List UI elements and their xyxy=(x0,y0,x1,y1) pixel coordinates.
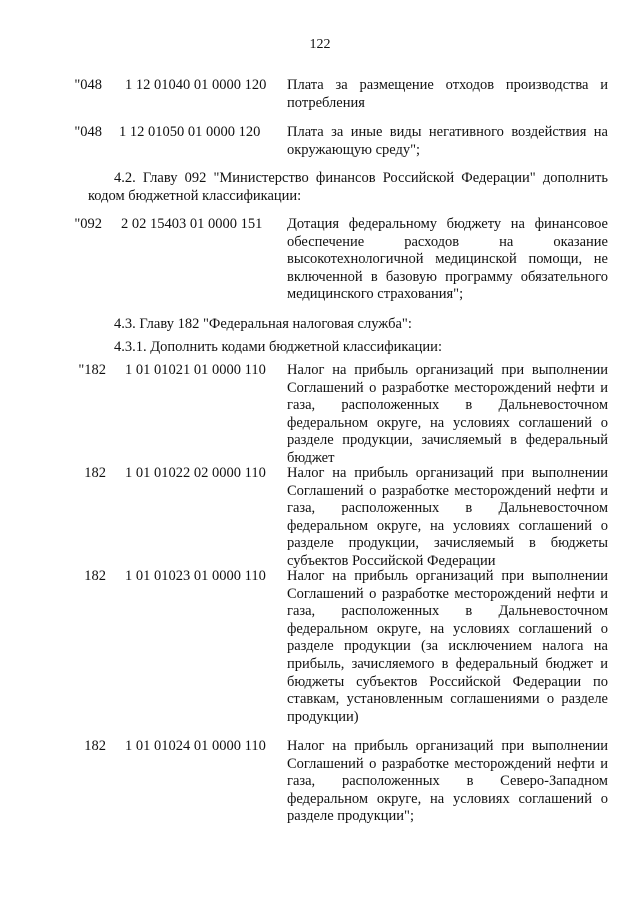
budget-classification-code: 1 12 01050 01 0000 120 xyxy=(119,124,261,140)
chapter-code: 182 xyxy=(84,465,106,481)
budget-classification-code: 1 01 01021 01 0000 110 xyxy=(125,362,266,378)
budget-classification-code: 1 01 01024 01 0000 110 xyxy=(125,738,266,754)
chapter-code: 182 xyxy=(84,738,106,754)
paragraph-4-3-1: 4.3.1. Дополнить кодами бюджетной классификации: xyxy=(114,339,442,355)
code-description: Налог на прибыль организаций при выполнении Соглашений о разработке месторождений нефти и газа, расположенных в Дальневосточном федеральном округе, на условиях соглашений о разделе продукции, зачисляемый в федеральный бюджет xyxy=(287,362,608,466)
budget-classification-code: 2 02 15403 01 0000 151 xyxy=(121,216,263,232)
budget-classification-code: 1 01 01023 01 0000 110 xyxy=(125,568,266,584)
chapter-code: "182 xyxy=(78,362,106,378)
chapter-code: "048 xyxy=(74,77,102,93)
code-description: Налог на прибыль организаций при выполнении Соглашений о разработке месторождений нефти и газа, расположенных в Дальневосточном федеральном округе, на условиях соглашений о разделе продукции (за исключением налога на прибыль, зачисляемого в федеральный бюджет и бюджеты субъектов Российской Федерации по ставкам, установленным соглашениями о разделе продукции) xyxy=(287,568,608,725)
code-description: Налог на прибыль организаций при выполнении Соглашений о разработке месторождений нефти и газа, расположенных в Северо-Западном федеральном округе, на условиях соглашений о разделе продукции"; xyxy=(287,738,608,825)
chapter-code: "048 xyxy=(74,124,102,140)
paragraph-4-2: 4.2. Главу 092 "Министерство финансов Российской Федерации" дополнить кодом бюджетной классификации: xyxy=(88,170,608,204)
code-description: Плата за иные виды негативного воздействия на окружающую среду"; xyxy=(287,124,608,158)
chapter-code: "092 xyxy=(74,216,102,232)
budget-classification-code: 1 01 01022 02 0000 110 xyxy=(125,465,266,481)
code-description: Налог на прибыль организаций при выполнении Соглашений о разработке месторождений нефти и газа, расположенных в Дальневосточном федеральном округе, на условиях соглашений о разделе продукции, зачисляемый в бюджеты субъектов Российской Федерации xyxy=(287,465,608,569)
paragraph-4-3: 4.3. Главу 182 "Федеральная налоговая служба": xyxy=(114,316,412,332)
page-number: 122 xyxy=(309,37,331,52)
budget-classification-code: 1 12 01040 01 0000 120 xyxy=(125,77,267,93)
code-description: Плата за размещение отходов производства и потребления xyxy=(287,77,608,111)
code-description: Дотация федеральному бюджету на финансовое обеспечение расходов на оказание высокотехнологичной медицинской помощи, не включенной в базовую программу обязательного медицинского страхования"; xyxy=(287,216,608,303)
chapter-code: 182 xyxy=(84,568,106,584)
